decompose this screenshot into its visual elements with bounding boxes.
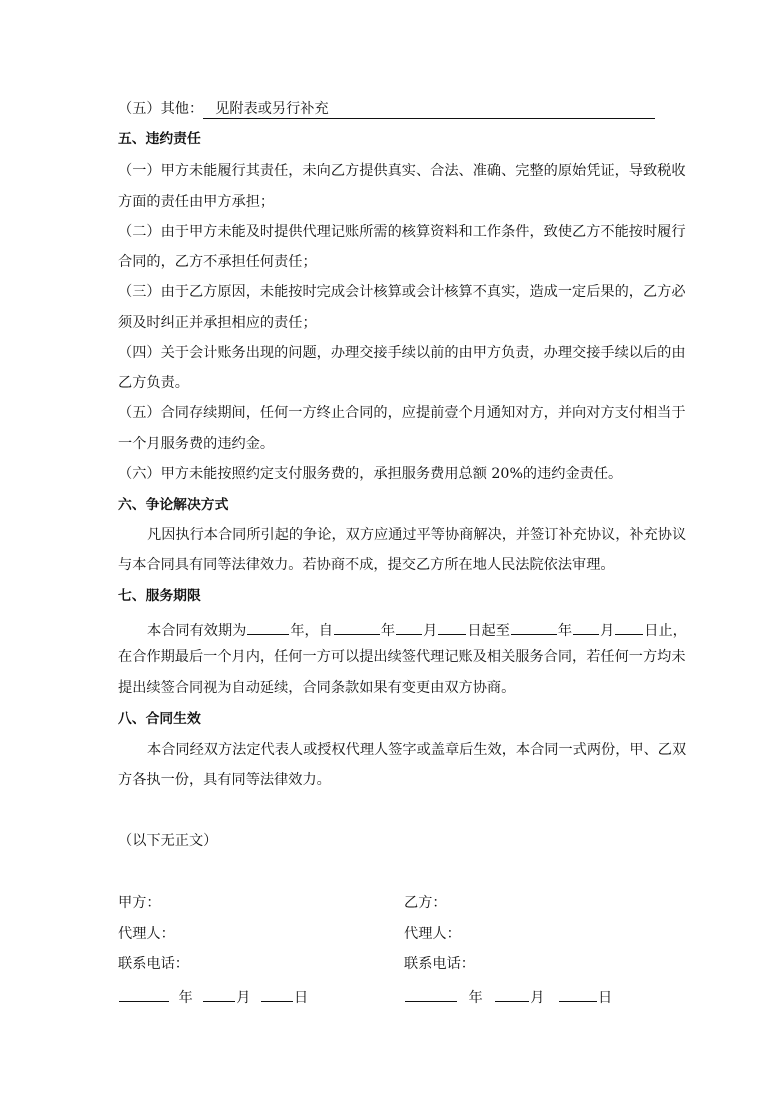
- party-b-phone-label: 联系电话：: [404, 956, 475, 972]
- blank-start-month[interactable]: [396, 618, 422, 635]
- term-text: 日止，: [644, 623, 687, 639]
- party-a-date: [118, 985, 308, 1007]
- service-term-line: [147, 618, 692, 640]
- party-b-label: 乙方：: [404, 895, 447, 911]
- section-5-line: 合同的，乙方不承担任何责任；: [118, 254, 317, 270]
- party-a-label: 甲方：: [118, 895, 161, 911]
- term-text: 本合同有效期为: [147, 623, 247, 639]
- other-clause-label: （五）其他：: [118, 101, 204, 117]
- party-b-agent-label: 代理人：: [404, 926, 461, 942]
- day-label: 日: [597, 990, 613, 1006]
- section-8-title: 八、合同生效: [118, 711, 201, 727]
- year-label: 年: [468, 990, 483, 1006]
- section-5-line: （六）甲方未能按照约定支付服务费的，承担服务费用总额 20%的违约金责任。: [118, 466, 623, 482]
- blank-end-day[interactable]: [615, 618, 643, 635]
- party-b-month-blank[interactable]: [495, 985, 529, 1002]
- section-8-line: 本合同经双方法定代表人或授权代理人签字或盖章后生效，本合同一式两份，甲、乙双: [147, 742, 687, 758]
- party-a-phone-label: 联系电话：: [118, 956, 189, 972]
- blank-start-year[interactable]: [334, 618, 380, 635]
- blank-end-month[interactable]: [573, 618, 599, 635]
- other-clause: [118, 100, 663, 119]
- term-text: 月: [423, 623, 438, 639]
- section-7-line: 在合作期最后一个月内，任何一方可以提出续签代理记账及相关服务合同，若任何一方均未: [118, 649, 686, 665]
- party-b-year-blank[interactable]: [405, 985, 457, 1002]
- section-5-line: （四）关于会计账务出现的问题，办理交接手续以前的由甲方负责，办理交接手续以后的由: [118, 345, 686, 361]
- blank-end-year[interactable]: [511, 618, 557, 635]
- day-label: 日: [293, 990, 309, 1006]
- party-a-day-blank[interactable]: [261, 985, 293, 1002]
- section-7-title: 七、服务期限: [118, 588, 201, 604]
- section-6-line: 与本合同具有同等法律效力。若协商不成，提交乙方所在地人民法院依法审理。: [118, 557, 615, 573]
- other-clause-value: 见附表或另行补充: [203, 100, 655, 119]
- blank-start-day[interactable]: [438, 618, 466, 635]
- blank-years[interactable]: [247, 618, 289, 635]
- end-note: （以下无正文）: [118, 833, 218, 849]
- term-text: 年: [380, 623, 396, 639]
- term-text: 月: [600, 623, 615, 639]
- term-text: 年: [557, 623, 573, 639]
- year-label: 年: [178, 990, 193, 1006]
- section-7-line: 提出续签合同视为自动延续，合同条款如果有变更由双方协商。: [118, 680, 516, 696]
- section-5-title: 五、违约责任: [118, 131, 201, 147]
- section-5-line: （五）合同存续期间，任何一方终止合同的，应提前壹个月通知对方，并向对方支付相当于: [118, 405, 686, 421]
- section-5-line: （三）由于乙方原因，未能按时完成会计核算或会计核算不真实，造成一定后果的，乙方必: [118, 284, 686, 300]
- section-6-line: 凡因执行本合同所引起的争论，双方应通过平等协商解决，并签订补充协议，补充协议: [147, 527, 687, 543]
- month-label: 月: [530, 990, 545, 1006]
- section-5-line: 乙方负责。: [118, 375, 189, 391]
- term-text: 年，自: [290, 623, 333, 639]
- month-label: 月: [236, 990, 251, 1006]
- party-a-agent-label: 代理人：: [118, 926, 175, 942]
- party-b-day-blank[interactable]: [559, 985, 597, 1002]
- section-8-line: 方各执一份，具有同等法律效力。: [118, 772, 331, 788]
- term-text: 日起至: [467, 623, 510, 639]
- section-5-line: 须及时纠正并承担相应的责任；: [118, 315, 317, 331]
- section-5-line: （一）甲方未能履行其责任，未向乙方提供真实、合法、准确、完整的原始凭证，导致税收: [118, 163, 686, 179]
- section-5-line: （二）由于甲方未能及时提供代理记账所需的核算资料和工作条件，致使乙方不能按时履行: [118, 224, 686, 240]
- party-a-month-blank[interactable]: [203, 985, 235, 1002]
- section-5-line: 一个月服务费的违约金。: [118, 436, 275, 452]
- section-6-title: 六、争论解决方式: [118, 497, 229, 513]
- party-a-year-blank[interactable]: [119, 985, 169, 1002]
- section-5-line: 方面的责任由甲方承担；: [118, 194, 275, 210]
- party-b-date: [404, 985, 612, 1007]
